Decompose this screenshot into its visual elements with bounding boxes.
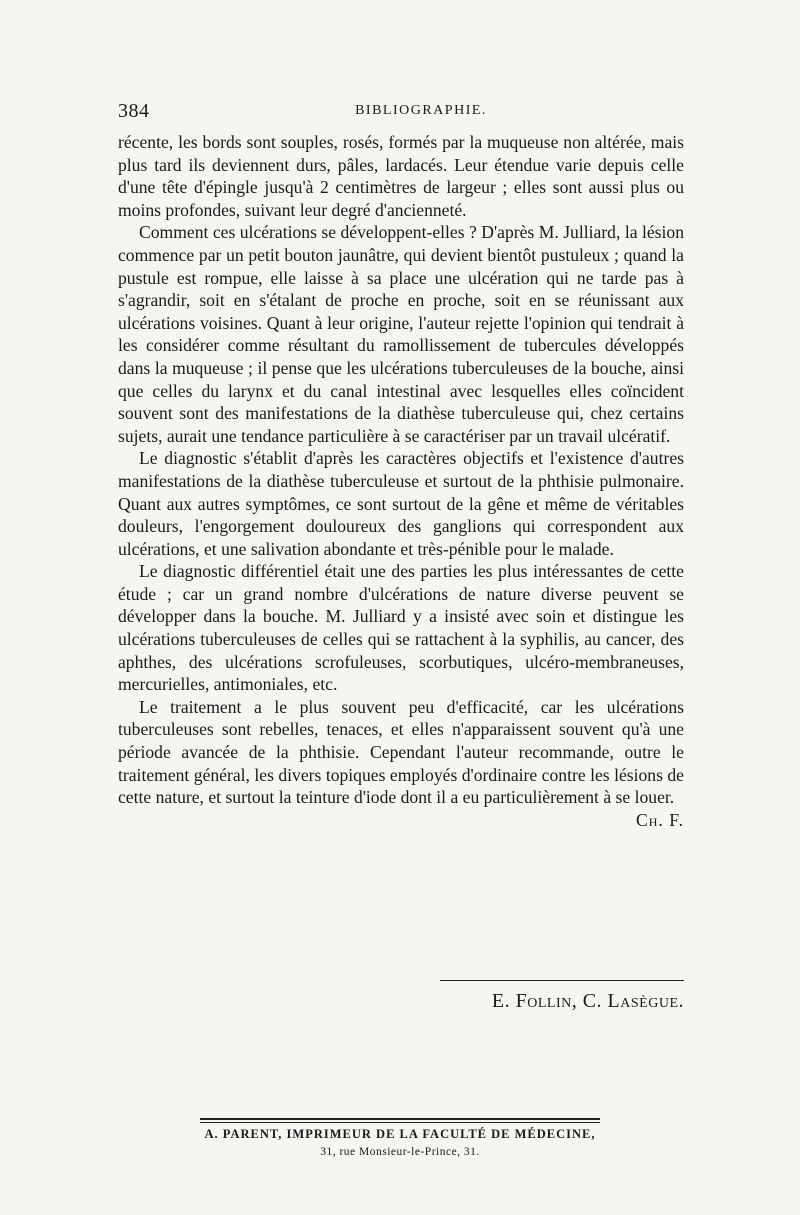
paragraph: Comment ces ulcérations se développent-elles ? D'après M. Julliard, la lésion commence par un petit bouton jaunâtre, qui devient bientôt pustuleux ; quand la pustule est rompue, elle laisse à sa place une ulcération qui ne tarde pas à s'agrandir, soit en s'étalant de proche en proche, soit en se réunissant aux ulcérations voisines. Quant à leur origine, l'auteur rejette l'opinion qui tendrait à les considérer comme résultant du ramollissement de tubercules développés dans la muqueuse ; il pense que les ulcérations tuberculeuses de la bouche, ainsi que celles du larynx et du canal intestinal avec lesquelles elles coïncident souvent sont des manifestations de la diathèse tuberculeuse qui, chez certains sujets, aurait une tendance particulière à se caractériser par un travail ulcératif.	[118, 222, 684, 446]
body-text	[118, 131, 684, 831]
paragraph: récente, les bords sont souples, rosés, formés par la muqueuse non altérée, mais plus tard ils deviennent durs, pâles, lardacés. Leur étendue varie depuis celle d'une tête d'épingle jusqu'à 2 centimètres de largeur ; elles sont aussi plus ou moins profondes, suivant leur degré d'ancienneté.	[118, 132, 684, 220]
printer-address: 31, rue Monsieur-le-Prince, 31.	[320, 1146, 480, 1158]
page-header	[118, 100, 684, 126]
imprint-rule-thin	[200, 1122, 600, 1123]
paragraph: Le traitement a le plus souvent peu d'efficacité, car les ulcérations tuberculeuses sont rebelles, tenaces, et elles n'apparaissent souvent qu'à une période avancée de la phthisie. Cependant l'auteur recommande, outre le traitement général, les divers topiques employés d'ordinaire contre les lésions de cette nature, et surtout la teinture d'iode dont il a eu particulièrement à se louer.	[118, 696, 684, 808]
paragraph-with-signature	[118, 696, 684, 830]
paragraph: Le diagnostic s'établit d'après les caractères objectifs et l'existence d'autres manifestations de la diathèse tuberculeuse et surtout de la phthisie pulmonaire. Quant aux autres symptômes, ce sont surtout de la gêne et même de véritables douleurs, l'engorgement douloureux des ganglions qui correspondent aux ulcérations, et une salivation abondante et très-pénible pour le malade.	[118, 448, 684, 559]
separator-rule	[440, 980, 684, 981]
imprint-rule	[200, 1118, 600, 1120]
paragraph: Le diagnostic différentiel était une des parties les plus intéressantes de cette étude ; car un grand nombre d'ulcérations de nature diverse peuvent se développer dans la bouche. M. Julliard y a insisté avec soin et distingue les ulcérations tuberculeuses de celles qui se rattachent à la syphilis, au cancer, des aphthes, des ulcérations scrofuleuses, scorbutiques, ulcéro-membraneuses, mercurielles, antimoniales, etc.	[118, 561, 684, 695]
signature-initials: Ch. F.	[636, 809, 684, 830]
running-title: BIBLIOGRAPHIE.	[355, 103, 487, 118]
authors-signature: E. Follin, C. Lasègue.	[491, 990, 684, 1012]
page-number: 384	[118, 100, 150, 122]
printer-imprint: A. PARENT, IMPRIMEUR DE LA FACULTÉ DE MÉDECINE,	[204, 1127, 596, 1141]
